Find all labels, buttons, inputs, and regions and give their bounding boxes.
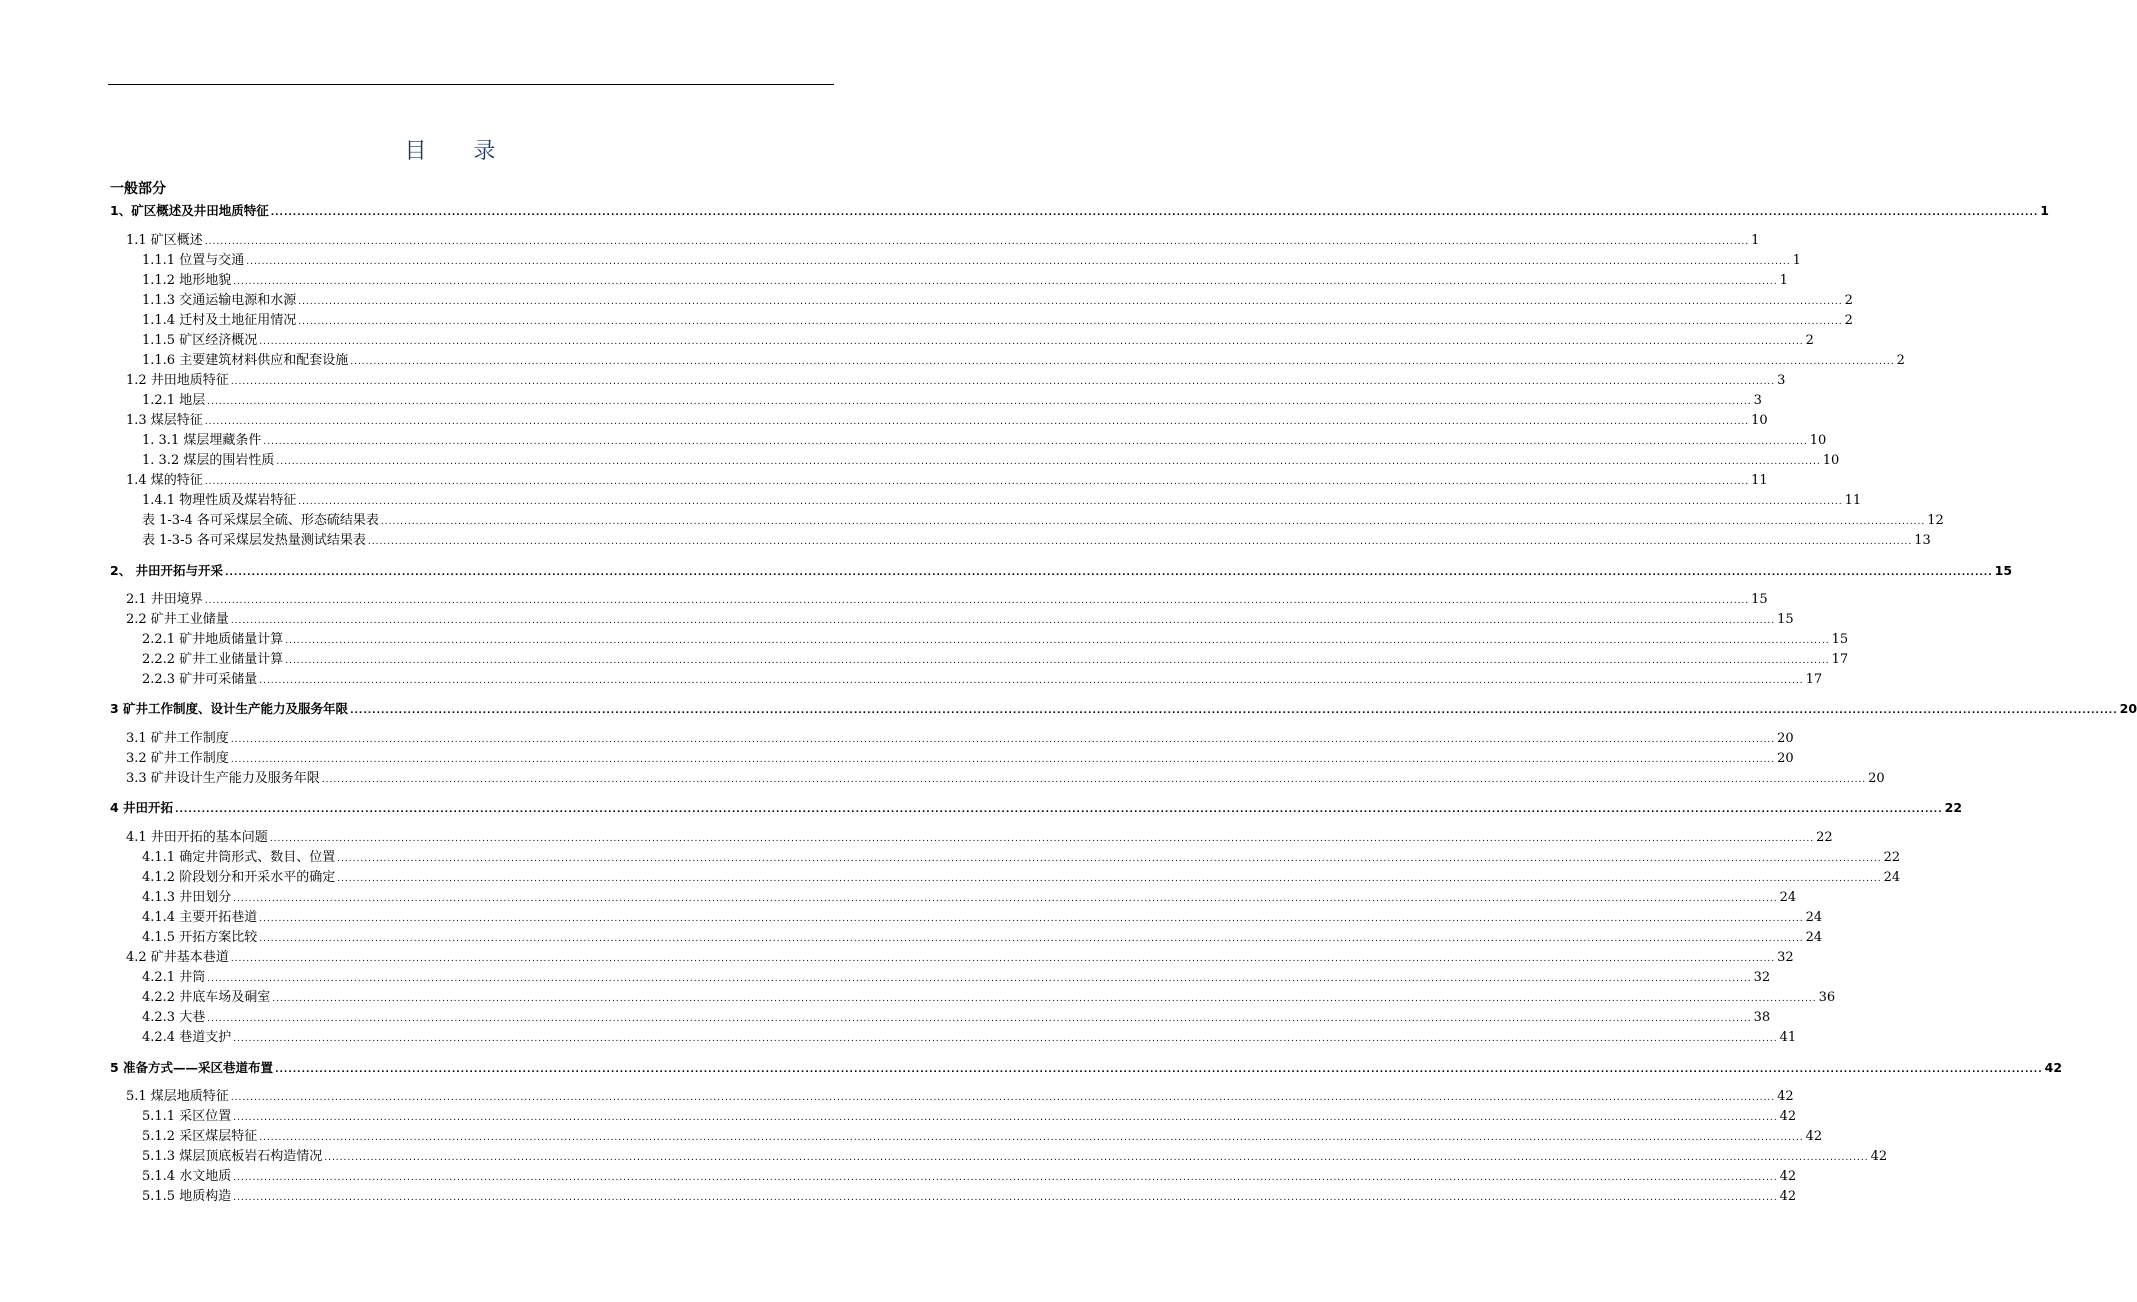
toc-entry-page: 11 xyxy=(1751,473,1768,488)
toc-entry-page: 10 xyxy=(1822,453,1840,468)
toc-leader-dots: ................................................................................................................................................................................................................................................................................................................................................................................................................ xyxy=(298,317,1843,327)
toc-entry[interactable] xyxy=(126,1088,1794,1107)
toc-entry-page: 41 xyxy=(1779,1030,1797,1045)
toc-entry[interactable] xyxy=(126,730,1794,749)
toc-entry-label: 1、矿区概述及井田地质特征 xyxy=(110,203,269,218)
toc-entry-page: 2 xyxy=(1844,313,1853,328)
toc-entry-page: 42 xyxy=(1779,1169,1797,1184)
toc-entry[interactable] xyxy=(110,202,2049,222)
toc-entry[interactable] xyxy=(142,452,1840,471)
toc-entry-page: 17 xyxy=(1831,652,1849,667)
toc-entry[interactable] xyxy=(142,1168,1797,1187)
toc-entry-page: 22 xyxy=(1816,830,1833,845)
toc-entry-label: 4.2 矿井基本巷道 xyxy=(126,950,229,965)
toc-entry[interactable] xyxy=(110,700,2137,720)
toc-leader-dots: ................................................................................................................................................................................................................................................................................................................................................................................................................ xyxy=(285,636,1830,646)
toc-leader-dots: ................................................................................................................................................................................................................................................................................................................................................................................................................ xyxy=(230,954,1776,964)
toc-leader-dots: ................................................................................................................................................................................................................................................................................................................................................................................................................ xyxy=(337,854,1882,864)
toc-entry-label: 1. 3.1 煤层埋藏条件 xyxy=(142,433,262,448)
toc-leader-dots: ................................................................................................................................................................................................................................................................................................................................................................................................................ xyxy=(263,437,1808,447)
toc-entry[interactable] xyxy=(142,989,1836,1008)
toc-entry[interactable] xyxy=(142,392,1762,411)
toc-entry[interactable] xyxy=(142,869,1901,888)
toc-entry-page: 22 xyxy=(1944,800,1963,815)
toc-entry-page: 15 xyxy=(1751,592,1768,607)
toc-leader-dots: ................................................................................................................................................................................................................................................................................................................................................................................................................ xyxy=(367,537,1913,547)
toc-entry-page: 32 xyxy=(1753,970,1771,985)
toc-entry-page: 2 xyxy=(1844,293,1853,308)
toc-entry-label: 3.2 矿井工作制度 xyxy=(126,751,229,766)
toc-entry[interactable] xyxy=(142,532,1931,551)
toc-entry-label: 5.1 煤层地质特征 xyxy=(126,1089,229,1104)
toc-entry[interactable] xyxy=(126,591,1768,610)
toc-entry-label: 2、 井田开拓与开采 xyxy=(110,563,224,578)
toc-entry[interactable] xyxy=(126,372,1786,391)
toc-leader-dots: ................................................................................................................................................................................................................................................................................................................................................................................................................ xyxy=(207,1014,1752,1024)
toc-entry[interactable] xyxy=(110,799,1963,819)
toc-entry-page: 42 xyxy=(1777,1089,1794,1104)
toc-leader-dots: ................................................................................................................................................................................................................................................................................................................................................................................................................ xyxy=(246,257,1791,267)
toc-entry-label: 4.1.1 确定井筒形式、数目、位置 xyxy=(142,850,336,865)
toc-entry-label: 1.1.1 位置与交通 xyxy=(142,253,245,268)
toc-leader-dots: ................................................................................................................................................................................................................................................................................................................................................................................................................ xyxy=(233,1034,1778,1044)
toc-entry[interactable] xyxy=(142,849,1901,868)
toc-entry[interactable] xyxy=(142,1009,1771,1028)
toc-entry-label: 5 准备方式——采区巷道布置 xyxy=(110,1060,274,1075)
toc-entry-page: 20 xyxy=(1777,731,1794,746)
toc-leader-dots: ................................................................................................................................................................................................................................................................................................................................................................................................................ xyxy=(207,397,1752,407)
toc-entry-page: 15 xyxy=(1831,632,1849,647)
toc-leader-dots: ................................................................................................................................................................................................................................................................................................................................................................................................................ xyxy=(259,676,1804,686)
toc-leader-dots: ................................................................................................................................................................................................................................................................................................................................................................................................................ xyxy=(233,277,1778,287)
toc-entry-label: 4.2.3 大巷 xyxy=(142,1010,206,1025)
toc-leader-dots: ................................................................................................................................................................................................................................................................................................................................................................................................................ xyxy=(298,497,1843,507)
toc-entry-label: 4.2.2 井底车场及硐室 xyxy=(142,990,271,1005)
toc-entry-label: 4.2.1 井筒 xyxy=(142,970,206,985)
toc-entry-label: 5.1.4 水文地质 xyxy=(142,1169,232,1184)
toc-entry-page: 10 xyxy=(1809,433,1827,448)
toc-entry[interactable] xyxy=(110,562,2013,582)
toc-entry-label: 1.1.5 矿区经济概况 xyxy=(142,333,258,348)
toc-entry-label: 1.1.6 主要建筑材料供应和配套设施 xyxy=(142,353,349,368)
toc-leader-dots: ................................................................................................................................................................................................................................................................................................................................................................................................................ xyxy=(230,1093,1776,1103)
toc-entry-label: 2.2.2 矿井工业储量计算 xyxy=(142,652,284,667)
toc-entry-label: 1.1.4 迁村及土地征用情况 xyxy=(142,313,297,328)
toc-leader-dots: ................................................................................................................................................................................................................................................................................................................................................................................................................ xyxy=(230,377,1776,387)
toc-entry-page: 1 xyxy=(1779,273,1788,288)
toc-entry-label: 1. 3.2 煤层的围岩性质 xyxy=(142,453,275,468)
toc-entry-page: 2 xyxy=(1805,333,1814,348)
toc-leader-dots: ................................................................................................................................................................................................................................................................................................................................................................................................................ xyxy=(298,297,1843,307)
toc-entry[interactable] xyxy=(142,352,1905,371)
toc-leader-dots: ................................................................................................................................................................................................................................................................................................................................................................................................................ xyxy=(204,596,1750,606)
toc-entry[interactable] xyxy=(142,671,1823,690)
toc-leader-dots: ................................................................................................................................................................................................................................................................................................................................................................................................................ xyxy=(285,656,1830,666)
toc-entry-label: 1.2 井田地质特征 xyxy=(126,373,229,388)
toc-leader-dots: ................................................................................................................................................................................................................................................................................................................................................................................................................ xyxy=(337,874,1882,884)
section-heading: 一般部分 xyxy=(110,181,166,197)
toc-entry[interactable] xyxy=(142,252,1801,271)
toc-entry[interactable] xyxy=(142,272,1788,291)
toc-entry[interactable] xyxy=(142,1148,1888,1167)
toc-entry[interactable] xyxy=(126,829,1833,848)
toc-entry[interactable] xyxy=(142,432,1827,451)
toc-entry-page: 2 xyxy=(1896,353,1905,368)
toc-entry-page: 32 xyxy=(1777,950,1794,965)
toc-entry-page: 42 xyxy=(2044,1060,2063,1075)
toc-leader-dots: ................................................................................................................................................................................................................................................................................................................................................................................................................ xyxy=(272,994,1817,1004)
toc-entry[interactable] xyxy=(142,1029,1797,1048)
toc-entry-page: 36 xyxy=(1818,990,1836,1005)
toc-leader-dots: ................................................................................................................................................................................................................................................................................................................................................................................................................ xyxy=(207,974,1752,984)
toc-entry[interactable] xyxy=(142,929,1823,948)
toc-entry-page: 20 xyxy=(2119,701,2137,716)
toc-entry[interactable] xyxy=(142,969,1771,988)
toc-entry-page: 24 xyxy=(1779,890,1797,905)
toc-entry-page: 24 xyxy=(1805,910,1823,925)
toc-entry-label: 4 井田开拓 xyxy=(110,800,174,815)
toc-leader-dots: ................................................................................................................................................................................................................................................................................................................................................................................................................ xyxy=(350,357,1895,367)
toc-entry-page: 17 xyxy=(1805,672,1823,687)
toc-entry-label: 2.2.1 矿井地质储量计算 xyxy=(142,632,284,647)
toc-entry-page: 38 xyxy=(1753,1010,1771,1025)
toc-entry-label: 4.1.2 阶段划分和开采水平的确定 xyxy=(142,870,336,885)
toc-entry-page: 3 xyxy=(1753,393,1762,408)
toc-entry[interactable] xyxy=(142,292,1853,311)
toc-entry[interactable] xyxy=(142,492,1862,511)
toc-entry-page: 24 xyxy=(1883,870,1901,885)
toc-entry[interactable] xyxy=(142,332,1814,351)
toc-entry[interactable] xyxy=(126,750,1794,769)
toc-entry[interactable] xyxy=(110,1059,2063,1079)
toc-leader-dots: ................................................................................................................................................................................................................................................................................................................................................................................................................ xyxy=(233,1113,1778,1123)
toc-entry-page: 20 xyxy=(1777,751,1794,766)
toc-entry-page: 1 xyxy=(2040,203,2049,218)
toc-entry-label: 1.4.1 物理性质及煤岩特征 xyxy=(142,493,297,508)
toc-entry-label: 1.3 煤层特征 xyxy=(126,413,203,428)
toc-entry-label: 5.1.5 地质构造 xyxy=(142,1189,232,1204)
toc-entry-label: 5.1.1 采区位置 xyxy=(142,1109,232,1124)
toc-leader-dots: ................................................................................................................................................................................................................................................................................................................................................................................................................ xyxy=(321,775,1867,785)
toc-leader-dots: ................................................................................................................................................................................................................................................................................................................................................................................................................ xyxy=(324,1153,1869,1163)
toc-entry[interactable] xyxy=(142,312,1853,331)
toc-leader-dots: ................................................................................................................................................................................................................................................................................................................................................................................................................ xyxy=(259,337,1804,347)
toc-leader-dots: ................................................................................................................................................................................................................................................................................................................................................................................................................ xyxy=(230,735,1776,745)
toc-entry[interactable] xyxy=(126,472,1768,491)
toc-entry-label: 4.2.4 巷道支护 xyxy=(142,1030,232,1045)
toc-leader-dots: ................................................................................................................................................................................................................................................................................................................................................................................................................ xyxy=(230,616,1776,626)
toc-entry-page: 1 xyxy=(1792,253,1801,268)
toc-entry-label: 3 矿井工作制度、设计生产能力及服务年限 xyxy=(110,701,349,716)
toc-entry-label: 4.1.5 开拓方案比较 xyxy=(142,930,258,945)
toc-entry-page: 20 xyxy=(1868,771,1885,786)
toc-entry[interactable] xyxy=(126,412,1768,431)
toc-entry-page: 15 xyxy=(1994,563,2013,578)
toc-entry-page: 13 xyxy=(1914,533,1931,548)
toc-leader-dots: ................................................................................................................................................................................................................................................................................................................................................................................................................ xyxy=(204,477,1750,487)
toc-entry-label: 表 1-3-5 各可采煤层发热量测试结果表 xyxy=(142,533,366,548)
toc-leader-dots: ................................................................................................................................................................................................................................................................................................................................................................................................................ xyxy=(259,914,1804,924)
toc-entry-label: 1.1.2 地形地貌 xyxy=(142,273,232,288)
toc-entry-label: 4.1.3 井田划分 xyxy=(142,890,232,905)
toc-leader-dots: ................................................................................................................................................................................................................................................................................................................................................................................................................ xyxy=(204,417,1750,427)
toc-leader-dots: ................................................................................................................................................................................................................................................................................................................................................................................................................ xyxy=(225,568,1993,578)
toc-entry-label: 5.1.2 采区煤层特征 xyxy=(142,1129,258,1144)
toc-entry[interactable] xyxy=(142,1188,1797,1207)
toc-entry[interactable] xyxy=(126,770,1885,789)
toc-leader-dots: ................................................................................................................................................................................................................................................................................................................................................................................................................ xyxy=(350,706,2118,716)
toc-entry-label: 2.2 矿井工业储量 xyxy=(126,612,229,627)
toc-entry[interactable] xyxy=(126,611,1794,630)
toc-leader-dots: ................................................................................................................................................................................................................................................................................................................................................................................................................ xyxy=(259,1133,1804,1143)
toc-entry-page: 3 xyxy=(1777,373,1786,388)
toc-entry[interactable] xyxy=(142,889,1797,908)
toc-entry-label: 4.1 井田开拓的基本问题 xyxy=(126,830,268,845)
page-title: 目 录 xyxy=(404,139,516,164)
toc-entry-label: 5.1.3 煤层顶底板岩石构造情况 xyxy=(142,1149,323,1164)
toc-entry[interactable] xyxy=(142,1108,1797,1127)
toc-leader-dots: ................................................................................................................................................................................................................................................................................................................................................................................................................ xyxy=(276,457,1821,467)
toc-entry[interactable] xyxy=(142,909,1823,928)
toc-entry-label: 3.1 矿井工作制度 xyxy=(126,731,229,746)
toc-entry-label: 1.4 煤的特征 xyxy=(126,473,203,488)
toc-entry[interactable] xyxy=(142,651,1849,670)
toc-entry-label: 2.2.3 矿井可采储量 xyxy=(142,672,258,687)
toc-entry-label: 表 1-3-4 各可采煤层全硫、形态硫结果表 xyxy=(142,513,379,528)
toc-entry-page: 24 xyxy=(1805,930,1823,945)
toc-leader-dots: ................................................................................................................................................................................................................................................................................................................................................................................................................ xyxy=(270,208,2039,218)
toc-entry-label: 1.2.1 地层 xyxy=(142,393,206,408)
toc-entry-page: 42 xyxy=(1779,1189,1797,1204)
toc-entry-label: 3.3 矿井设计生产能力及服务年限 xyxy=(126,771,320,786)
toc-entry-label: 2.1 井田境界 xyxy=(126,592,203,607)
toc-entry[interactable] xyxy=(142,631,1849,650)
toc-leader-dots: ................................................................................................................................................................................................................................................................................................................................................................................................................ xyxy=(259,934,1804,944)
toc-entry-page: 10 xyxy=(1751,413,1768,428)
toc-leader-dots: ................................................................................................................................................................................................................................................................................................................................................................................................................ xyxy=(233,1193,1778,1203)
toc-entry-page: 1 xyxy=(1751,233,1760,248)
toc-entry-label: 4.1.4 主要开拓巷道 xyxy=(142,910,258,925)
toc-entry-page: 12 xyxy=(1927,513,1944,528)
toc-entry-page: 22 xyxy=(1883,850,1901,865)
toc-leader-dots: ................................................................................................................................................................................................................................................................................................................................................................................................................ xyxy=(233,894,1778,904)
toc-leader-dots: ................................................................................................................................................................................................................................................................................................................................................................................................................ xyxy=(204,237,1750,247)
toc-entry[interactable] xyxy=(142,1128,1823,1147)
toc-entry[interactable] xyxy=(142,512,1944,531)
toc-leader-dots: ................................................................................................................................................................................................................................................................................................................................................................................................................ xyxy=(380,517,1926,527)
toc-entry-page: 42 xyxy=(1779,1109,1797,1124)
toc-leader-dots: ................................................................................................................................................................................................................................................................................................................................................................................................................ xyxy=(233,1173,1778,1183)
toc-entry-page: 15 xyxy=(1777,612,1794,627)
toc-entry[interactable] xyxy=(126,232,1760,251)
toc-entry-page: 11 xyxy=(1844,493,1862,508)
toc-leader-dots: ................................................................................................................................................................................................................................................................................................................................................................................................................ xyxy=(175,805,1943,815)
toc-leader-dots: ................................................................................................................................................................................................................................................................................................................................................................................................................ xyxy=(230,755,1776,765)
toc-entry-label: 1.1 矿区概述 xyxy=(126,233,203,248)
toc-leader-dots: ................................................................................................................................................................................................................................................................................................................................................................................................................ xyxy=(275,1065,2043,1075)
toc-leader-dots: ................................................................................................................................................................................................................................................................................................................................................................................................................ xyxy=(269,834,1815,844)
toc-entry-page: 42 xyxy=(1870,1149,1888,1164)
toc-entry-label: 1.1.3 交通运输电源和水源 xyxy=(142,293,297,308)
toc-entry-page: 42 xyxy=(1805,1129,1823,1144)
toc-entry[interactable] xyxy=(126,949,1794,968)
